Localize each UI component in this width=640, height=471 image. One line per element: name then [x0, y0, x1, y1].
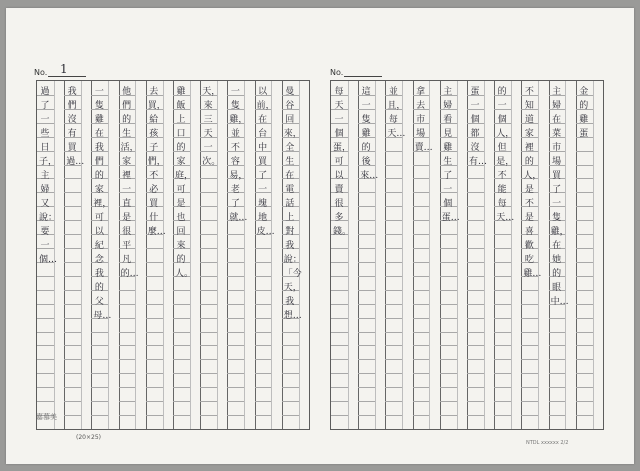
handwritten-column: 的一個人，但是，不能每天…	[496, 87, 515, 223]
handwritten-column: 並且，每天…	[387, 87, 406, 139]
grid-column-divider	[440, 81, 441, 429]
grid-lane-divider	[135, 81, 136, 429]
left-grid-size: (20×25)	[76, 434, 101, 441]
right-page-label: No.	[330, 68, 344, 77]
grid-column-divider	[467, 81, 468, 429]
right-archive-id: NTDL xxxxxx 2/2	[526, 440, 569, 446]
manuscript-sheet	[6, 8, 634, 464]
grid-column-divider	[255, 81, 256, 429]
handwritten-column: 去買，給孩子們，不必買什麼…	[147, 87, 166, 237]
handwritten-column: 每天一個蛋，可以賣很多錢。	[333, 87, 352, 237]
author-stamp: 嘉慕美	[36, 413, 57, 421]
right-writing-grid	[330, 80, 604, 430]
handwritten-column: 他們的生活，家裡一直是很平凡的…	[120, 87, 139, 279]
grid-lane-divider	[271, 81, 272, 429]
grid-column-divider	[282, 81, 283, 429]
handwritten-column: 曼谷回來，全生在電話上對我說：「今天，我想…	[283, 87, 302, 321]
left-writing-grid	[36, 80, 310, 430]
grid-lane-divider	[81, 81, 82, 429]
handwritten-column: 金的雞蛋	[579, 87, 589, 139]
handwritten-column: 蛋一個都沒有…	[469, 87, 488, 167]
grid-column-divider	[576, 81, 577, 429]
grid-lane-divider	[108, 81, 109, 429]
left-page-num: 1	[60, 62, 68, 76]
grid-column-divider	[227, 81, 228, 429]
grid-lane-divider	[217, 81, 218, 429]
grid-column-divider	[358, 81, 359, 429]
right-page-number	[330, 68, 343, 77]
handwritten-column: 主婦在菜市場買了一隻雞，在她的眼中…	[550, 87, 569, 307]
handwritten-column: 這一隻雞的後來…	[360, 87, 379, 181]
grid-column-divider	[413, 81, 414, 429]
handwritten-column: 過了一些日子，主婦又說：要一個…	[39, 87, 58, 265]
grid-column-divider	[91, 81, 92, 429]
grid-column-divider	[549, 81, 550, 429]
grid-lane-divider	[565, 81, 566, 429]
grid-lane-divider	[163, 81, 164, 429]
grid-column-divider	[521, 81, 522, 429]
grid-column-divider	[146, 81, 147, 429]
grid-lane-divider	[244, 81, 245, 429]
handwritten-column: 一隻雞在我們的家裡，可以紀念我的父母…	[93, 87, 112, 321]
handwritten-column: 一隻雞，並不容易，老了就…	[229, 87, 248, 223]
grid-lane-divider	[538, 81, 539, 429]
grid-lane-divider	[429, 81, 430, 429]
grid-column-divider	[173, 81, 174, 429]
left-page-number	[34, 62, 68, 77]
handwritten-column: 拿去市場賣…	[414, 87, 433, 153]
handwritten-column: 主婦看見雞生了一個蛋…	[441, 87, 460, 223]
handwritten-column: 天，來三天一次。	[202, 87, 221, 167]
grid-lane-divider	[593, 81, 594, 429]
handwritten-column: 不知道家裡的人，是不是喜歡吃雞…	[523, 87, 542, 279]
handwritten-column: 我們沒有買過…	[66, 87, 85, 167]
grid-lane-divider	[457, 81, 458, 429]
grid-lane-divider	[484, 81, 485, 429]
left-page-label: No.	[34, 68, 48, 77]
grid-lane-divider	[375, 81, 376, 429]
grid-lane-divider	[190, 81, 191, 429]
grid-column-divider	[385, 81, 386, 429]
grid-lane-divider	[348, 81, 349, 429]
grid-column-divider	[119, 81, 120, 429]
handwritten-column: 雞飯上口的家庭，可是也回來的人。	[175, 87, 194, 279]
grid-column-divider	[200, 81, 201, 429]
handwritten-column: 以前，在台中買了一塊地皮…	[256, 87, 275, 237]
grid-column-divider	[64, 81, 65, 429]
grid-column-divider	[494, 81, 495, 429]
